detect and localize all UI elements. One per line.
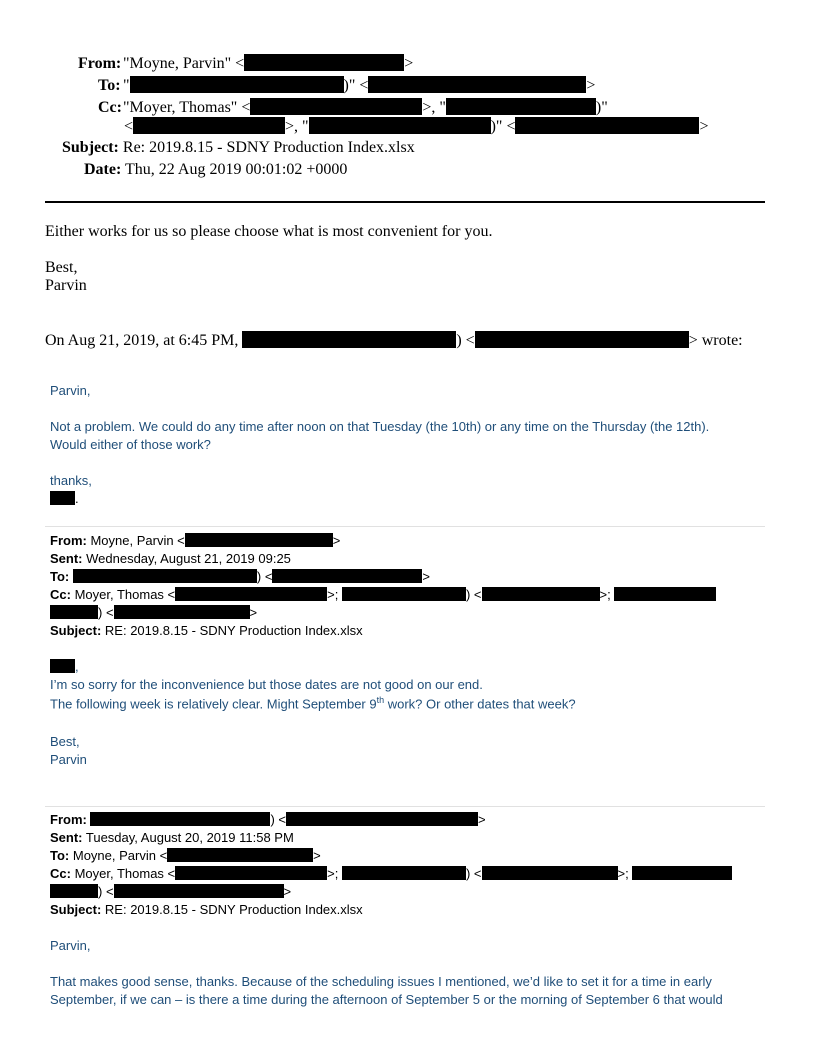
redaction-box <box>242 331 456 348</box>
msg3-greeting: Parvin, <box>50 938 91 953</box>
msg3-body-line: That makes good sense, thanks. Because of the scheduling issues I mentioned, we’d like to set it for a time in early <box>50 974 712 989</box>
redaction-box <box>309 117 491 134</box>
subject-label: Subject: <box>62 139 119 156</box>
msg3-to-value: Moyne, Parvin < <box>72 848 168 863</box>
msg2-subject-row <box>50 623 363 638</box>
to-label: To: <box>98 77 121 94</box>
redaction-box <box>73 569 257 583</box>
msg2-body-text: work? Or other dates that week? <box>384 696 576 712</box>
redaction-box <box>175 587 327 601</box>
msg2-cc-continuation: ) < > <box>50 605 257 620</box>
msg2-to-row: To: ) < > <box>50 569 431 584</box>
msg3-from-row: From: ) < > <box>50 812 486 827</box>
quote-intro: On Aug 21, 2019, at 6:45 PM, ) < > wrote: <box>45 332 743 349</box>
date-value: Thu, 22 Aug 2019 00:01:02 +0000 <box>125 161 348 178</box>
redaction-box <box>250 98 422 115</box>
redaction-box <box>272 569 422 583</box>
from-value: "Moyne, Parvin" < <box>123 55 245 72</box>
header-date-row <box>84 161 347 179</box>
msg1-signoff: thanks, <box>50 473 92 488</box>
msg3-sent-row <box>50 830 294 845</box>
msg3-subject-row <box>50 902 363 917</box>
redaction-box <box>130 76 344 93</box>
redaction-box <box>50 884 98 898</box>
msg2-from-label: From: <box>50 533 87 548</box>
redaction-box <box>342 587 466 601</box>
redaction-box <box>133 117 285 134</box>
msg2-cc-row: Cc: Moyer, Thomas < >; ) < >; <box>50 587 716 602</box>
header-to-row: To: " )" < > <box>98 77 596 94</box>
msg1-body-line: Would either of those work? <box>50 437 211 452</box>
redaction-box <box>342 866 466 880</box>
msg2-from-value: Moyne, Parvin < <box>90 533 185 548</box>
msg2-body-line: I’m so sorry for the inconvenience but those dates are not good on our end. <box>50 677 483 692</box>
msg3-to-row: To: Moyne, Parvin < > <box>50 848 321 863</box>
header-cc-continuation: < >, " )" < > <box>124 118 709 135</box>
msg3-subject-label: Subject: <box>50 902 102 917</box>
msg2-to-label: To: <box>50 569 70 584</box>
message-divider <box>45 806 765 807</box>
redaction-box <box>632 866 732 880</box>
msg3-to-label: To: <box>50 848 70 863</box>
quote-intro-text: On Aug 21, 2019, at 6:45 PM, <box>45 332 239 349</box>
redaction-box <box>446 98 596 115</box>
msg2-subject-value: RE: 2019.8.15 - SDNY Production Index.xlsx <box>104 623 363 638</box>
msg1-greeting: Parvin, <box>50 383 91 398</box>
redaction-box <box>614 587 716 601</box>
cc-value: "Moyer, Thomas" < <box>123 99 251 116</box>
redaction-box <box>50 491 75 505</box>
msg2-signoff: Best, <box>50 734 80 749</box>
msg3-sent-value: Tuesday, August 20, 2019 11:58 PM <box>85 830 294 845</box>
msg1-signature: . <box>50 491 79 506</box>
reply-line: Either works for us so please choose what is most convenient for you. <box>45 223 493 240</box>
redaction-box <box>50 659 75 673</box>
redaction-box <box>114 884 284 898</box>
msg2-cc-value: Moyer, Thomas < <box>74 587 176 602</box>
header-subject-row <box>62 139 415 157</box>
msg2-name: Parvin <box>50 752 87 767</box>
redaction-box <box>475 331 689 348</box>
redaction-box <box>185 533 333 547</box>
redaction-box <box>50 605 98 619</box>
redaction-box <box>286 812 478 826</box>
msg2-cc-label: Cc: <box>50 587 71 602</box>
msg2-greeting: , <box>50 659 79 674</box>
header-divider <box>45 201 765 203</box>
redaction-box <box>368 76 586 93</box>
msg3-cc-value: Moyer, Thomas < <box>74 866 176 881</box>
message-divider <box>45 526 765 527</box>
redaction-box <box>482 587 600 601</box>
msg3-subject-value: RE: 2019.8.15 - SDNY Production Index.xlsx <box>104 902 363 917</box>
redaction-box <box>167 848 313 862</box>
msg1-body-line: Not a problem. We could do any time after noon on that Tuesday (the 10th) or any time on the Thursday (the 12th). <box>50 419 710 434</box>
msg3-cc-continuation: ) < > <box>50 884 291 899</box>
redaction-box <box>515 117 699 134</box>
cc-label: Cc: <box>98 99 122 116</box>
reply-signoff: Best, <box>45 259 78 276</box>
redaction-box <box>90 812 270 826</box>
msg2-subject-label: Subject: <box>50 623 102 638</box>
msg3-cc-label: Cc: <box>50 866 71 881</box>
redaction-box <box>244 54 404 71</box>
msg2-body-line <box>50 695 576 711</box>
redaction-box <box>175 866 327 880</box>
msg3-from-label: From: <box>50 812 87 827</box>
msg2-sent-value: Wednesday, August 21, 2019 09:25 <box>86 551 291 566</box>
msg2-body-superscript: th <box>376 695 385 705</box>
from-label: From: <box>78 55 122 72</box>
header-from-row: From: "Moyne, Parvin" < > <box>78 55 414 72</box>
msg2-body-text: The following week is relatively clear. Might September 9 <box>50 696 377 712</box>
msg3-cc-row: Cc: Moyer, Thomas < >; ) < >; <box>50 866 732 881</box>
date-label: Date: <box>84 161 122 178</box>
redaction-box <box>114 605 250 619</box>
msg2-sent-label: Sent: <box>50 551 83 566</box>
msg3-body-line: September, if we can – is there a time during the afternoon of September 5 or the morning of September 6 that would <box>50 992 723 1007</box>
header-cc-row: Cc: "Moyer, Thomas" < >, " )" <box>98 99 608 116</box>
reply-name: Parvin <box>45 277 87 294</box>
msg2-from-row: From: Moyne, Parvin < > <box>50 533 341 548</box>
subject-value: Re: 2019.8.15 - SDNY Production Index.xlsx <box>122 139 415 156</box>
redaction-box <box>482 866 618 880</box>
msg2-sent-row <box>50 551 291 566</box>
quote-intro-wrote: wrote: <box>701 332 743 349</box>
msg3-sent-label: Sent: <box>50 830 83 845</box>
